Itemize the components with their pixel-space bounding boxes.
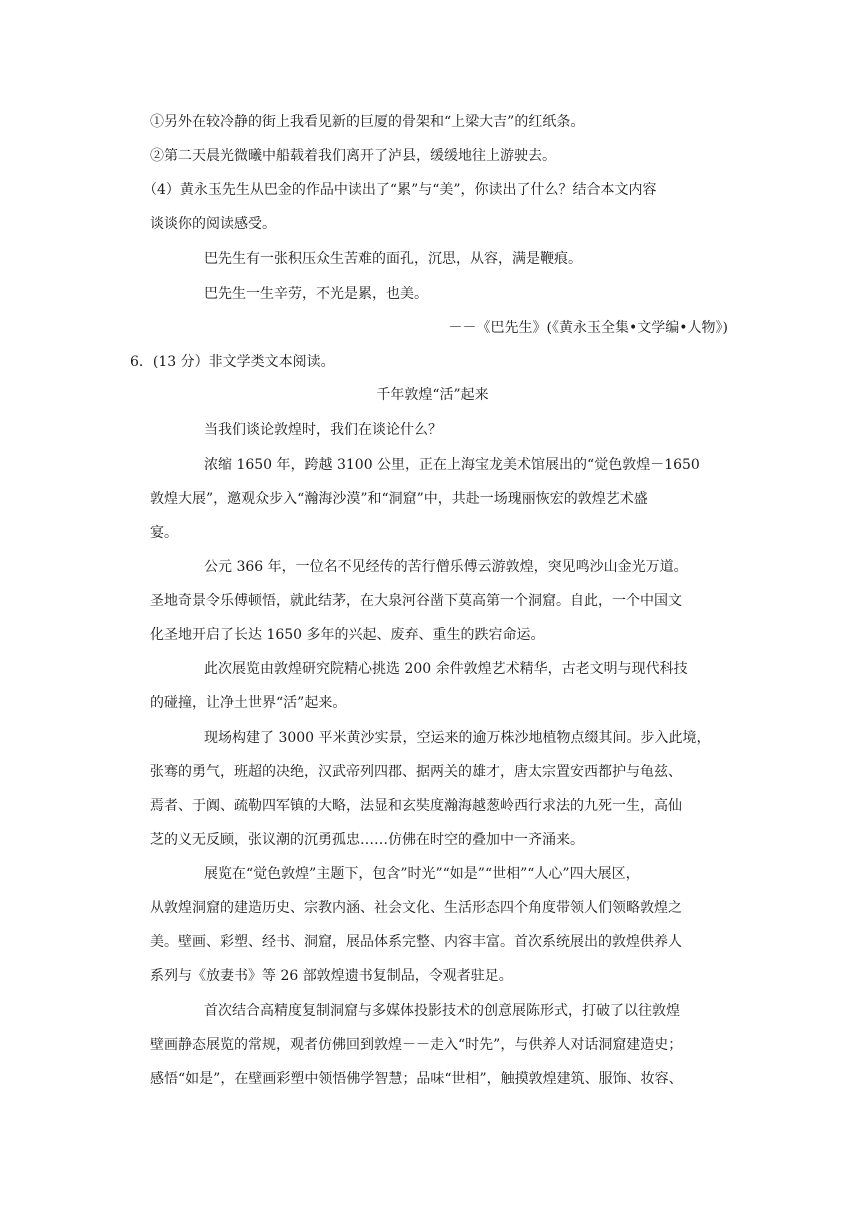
paragraph-line: 从敦煌洞窟的建造历史、宗教内涵、社会文化、生活形态四个角度带领人们领略敦煌之: [150, 900, 682, 916]
paragraph-line: 宴。: [150, 525, 178, 541]
question-4-line-2: 谈谈你的阅读感受。: [150, 216, 276, 232]
paragraph-line: 首次结合高精度复制洞窟与多媒体投影技术的创意展陈形式，打破了以往敦煌: [204, 1003, 680, 1019]
quote-line-1: 巴先生有一张积压众生苦难的面孔，沉思，从容，满是鞭痕。: [204, 251, 582, 267]
paragraph-line: 浓缩 1650 年，跨越 3100 公里，正在上海宝龙美术馆展出的“觉色敦煌－1650: [204, 457, 700, 473]
question-4-line-1: （4）黄永玉先生从巴金的作品中读出了“累”与“美”，你读出了什么？结合本文内容: [143, 182, 657, 198]
paragraph-line: 张骞的勇气，班超的决绝，汉武帝列四郡、据两关的雄才，唐太宗置安西都护与龟兹、: [150, 764, 682, 780]
option-2-text: ②第二天晨光微曦中船载着我们离开了泸县，缓缓地往上游驶去。: [150, 148, 556, 164]
paragraph-line: 敦煌大展”，邀观众步入“瀚海沙漠”和“洞窟”中，共赴一场瑰丽恢宏的敦煌艺术盛: [150, 491, 648, 507]
paragraph-line: 美。壁画、彩塑、经书、洞窟，展品体系完整、内容丰富。首次系统展出的敦煌供养人: [150, 934, 682, 950]
question-6-header: 6．(13 分）非文学类文本阅读。: [130, 354, 335, 370]
paragraph-line: 系列与《放妻书》等 26 部敦煌遗书复制品，令观者驻足。: [150, 968, 513, 984]
paragraph-line: 壁画静态展览的常规，观者仿佛回到敦煌－－走入“时先”，与供养人对话洞窟建造史；: [150, 1037, 683, 1053]
quote-attribution: －－《巴先生》(《黄永玉全集•文学编•人物》): [448, 320, 728, 336]
paragraph-line: 芝的义无反顾，张议潮的沉勇孤忠……仿佛在时空的叠加中一齐涌来。: [150, 832, 584, 848]
paragraph-line: 感悟“如是”，在壁画彩塑中领悟佛学智慧；品味“世相”，触摸敦煌建筑、服饰、妆容、: [150, 1071, 683, 1087]
option-1-text: ①另外在较冷静的街上我看见新的巨厦的骨架和“上梁大吉”的红纸条。: [150, 114, 585, 130]
paragraph-line: 焉者、于阗、疏勒四军镇的大略，法显和玄奘度瀚海越葱岭西行求法的九死一生，高仙: [150, 798, 682, 814]
paragraph-line: 现场构建了 3000 平米黄沙实景，空运来的逾万株沙地植物点缀其间。步入此境，: [204, 730, 711, 746]
paragraph-line: 展览在“觉色敦煌”主题下，包含”时光”“如是”“世相”“人心”四大展区，: [204, 866, 640, 882]
paragraph-line: 当我们谈论敦煌时，我们在谈论什么？: [204, 422, 442, 438]
paragraph-line: 公元 366 年，一位名不见经传的苦行僧乐傅云游敦煌，突见鸣沙山金光万道。: [204, 559, 688, 575]
paragraph-line: 圣地奇景令乐傅顿悟，就此结茅，在大泉河谷凿下莫高第一个洞窟。自此，一个中国文: [150, 593, 682, 609]
quote-line-2: 巴先生一生辛劳，不光是累，也美。: [204, 286, 428, 302]
paragraph-line: 此次展览由敦煌研究院精心挑选 200 余件敦煌艺术精华，古老文明与现代科技: [204, 661, 688, 677]
article-title: 千年敦煌“活”起来: [376, 387, 489, 403]
paragraph-line: 化圣地开启了长达 1650 多年的兴起、废弃、重生的跌宕命运。: [150, 627, 545, 643]
paragraph-line: 的碰撞，让净土世界“活”起来。: [150, 695, 347, 711]
